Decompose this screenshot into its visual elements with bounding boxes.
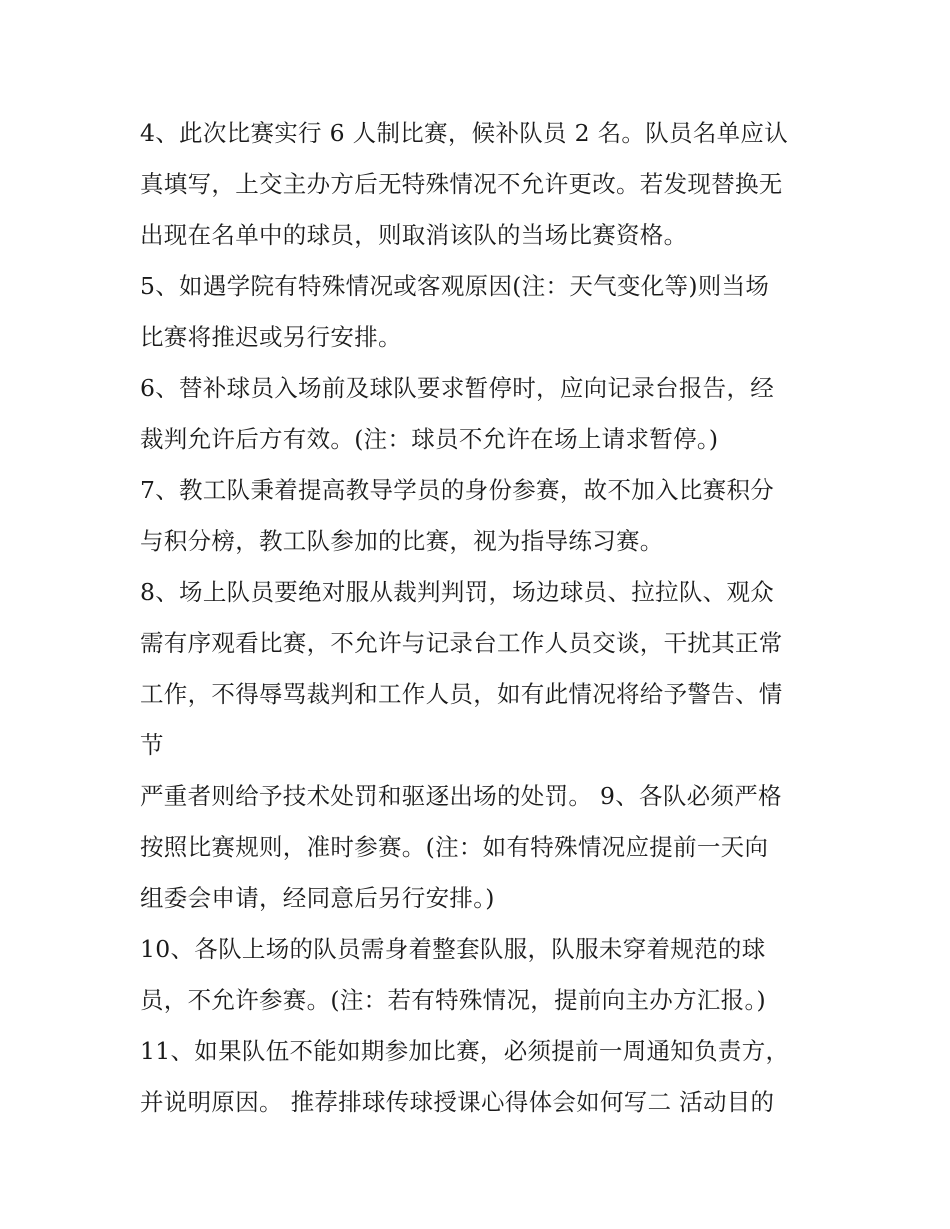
text-line: 11、如果队伍不能如期参加比赛，必须提前一周通知负责方，: [140, 1037, 790, 1065]
text-line: 按照比赛规则，准时参赛。(注：如有特殊情况应提前一天向: [140, 833, 769, 861]
text-line: 4、此次比赛实行 6 人制比赛，候补队员 2 名。队员名单应认: [140, 119, 789, 147]
text-line: 5、如遇学院有特殊情况或客观原因(注：天气变化等)则当场: [140, 272, 770, 300]
text-line: 严重者则给予技术处罚和驱逐出场的处罚。 9、各队必须严格: [140, 782, 782, 810]
text-line: 裁判允许后方有效。(注：球员不允许在场上请求暂停。): [140, 425, 719, 453]
text-line: 7、教工队秉着提高教导学员的身份参赛，故不加入比赛积分: [140, 476, 775, 504]
text-line: 比赛将推迟或另行安排。: [140, 323, 402, 351]
text-line: 并说明原因。 推荐排球传球授课心得体会如何写二 活动目的: [140, 1088, 775, 1116]
text-line: 10、各队上场的队员需身着整套队服，队服未穿着规范的球: [140, 935, 766, 963]
text-line: 与积分榜，教工队参加的比赛，视为指导练习赛。: [140, 527, 664, 555]
text-line: 8、场上队员要绝对服从裁判判罚，场边球员、拉拉队、观众: [140, 578, 775, 606]
text-line: 节: [140, 731, 164, 759]
text-line: 6、替补球员入场前及球队要求暂停时，应向记录台报告，经: [140, 374, 775, 402]
text-line: 员，不允许参赛。(注：若有特殊情况，提前向主办方汇报。): [140, 986, 766, 1014]
document-body: [140, 108, 820, 1128]
text-line: 组委会申请，经同意后另行安排。): [140, 884, 495, 912]
text-line: 需有序观看比赛，不允许与记录台工作人员交谈，干扰其正常: [140, 629, 783, 657]
text-line: 真填写，上交主办方后无特殊情况不允许更改。若发现替换无: [140, 170, 783, 198]
text-line: 出现在名单中的球员，则取消该队的当场比赛资格。: [140, 221, 688, 249]
text-line: 工作，不得辱骂裁判和工作人员，如有此情况将给予警告、情: [140, 680, 783, 708]
